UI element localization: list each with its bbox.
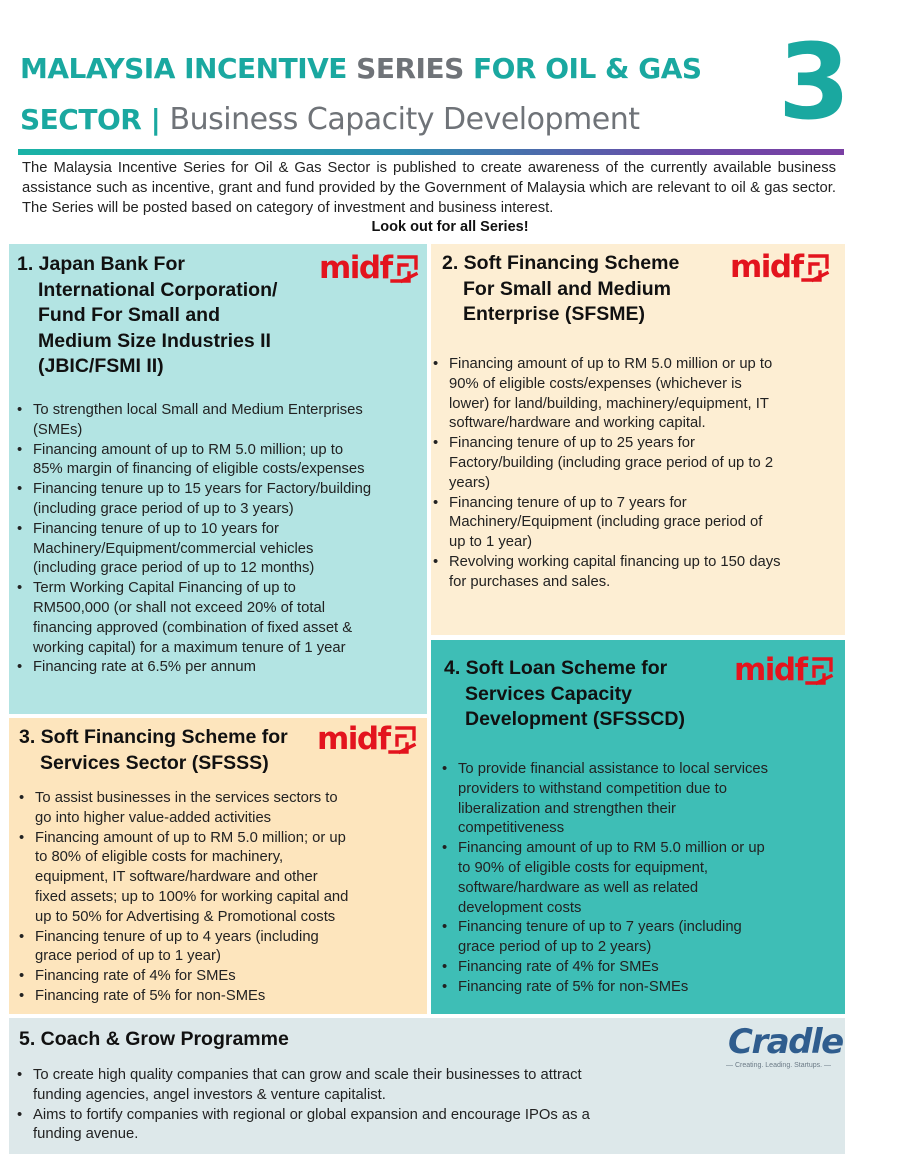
list-item-line: years) [449,474,491,491]
list-item-line: • To strengthen local Small and Medium Enterprises [33,402,363,418]
section-sfsme [431,244,845,635]
section-title-line: Medium Size Industries II [38,329,271,352]
midf-logo [317,723,419,757]
list-item [17,658,425,678]
list-item-line: • Aims to fortify companies with regional or global expansion and encourage IPOs as a [33,1106,590,1123]
list-item-line: grace period of up to 1 year) [35,948,221,965]
section-title-line: 4. Soft Loan Scheme for [444,657,668,679]
cradle-logo-text: Cradle [728,1022,843,1062]
list-item-line: • To provide financial assistance to local services [458,761,769,777]
section-jbic-fsmi [9,244,427,714]
list-item-line: RM500,000 (or shall not exceed 20% of total [33,599,326,616]
list-item-line: • Financing rate of 5% for non-SMEs [458,978,689,995]
list-item-line: • Financing rate of 4% for SMEs [35,968,236,985]
midf-mark-icon [800,253,830,283]
list-item-line: 90% of eligible costs/expenses (whichever is [449,375,742,392]
list-item-line: • Financing tenure of up to 25 years for [449,435,695,452]
midf-logo-text: midf [319,250,392,286]
page-subtitle: Business Capacity Development [169,102,640,137]
list-item-line: • Financing amount of up to RM 5.0 million; or up [35,829,346,846]
title-part-4: SECTOR [20,103,142,136]
list-item-line: • To assist businesses in the services sectors to [35,790,338,806]
midf-mark-icon [389,254,419,284]
list-item-line: (including grace period of up to 12 months) [33,560,315,577]
midf-logo-text: midf [734,652,807,688]
list-item [433,553,841,593]
list-item [433,434,841,493]
list-item [442,918,838,958]
list-item-line: Machinery/Equipment/commercial vehicles [33,540,314,557]
list-item [433,494,841,553]
list-item-line: • Financing rate at 6.5% per annum [33,659,256,676]
list-item-line: equipment, IT software/hardware and other [35,869,318,886]
list-item [19,829,419,928]
midf-mark-icon [804,656,834,686]
list-item [17,579,425,658]
list-item-line: • Term Working Capital Financing of up to [33,580,296,597]
list-item-line: providers to withstand competition due to [458,780,727,797]
list-item-line: lower) for land/building, machinery/equipment, IT [449,395,769,412]
list-item-line: • Financing tenure up to 15 years for Factory/building [33,481,372,498]
list-item [19,967,419,987]
section-title [17,252,277,380]
midf-logo-text: midf [730,249,803,285]
section-title-line: 1. Japan Bank For [17,253,185,275]
section-title [19,1027,289,1053]
list-item-line: liberalization and strengthen their [458,800,676,817]
list-item [17,1106,817,1146]
list-item [17,441,425,481]
section-title-line: International Corporation/ [38,278,278,301]
list-item-line: • Financing rate of 4% for SMEs [458,958,659,975]
section-title-line: Services Capacity [465,682,632,705]
list-item-line: go into higher value-added activities [35,809,272,826]
page-header [0,0,900,160]
bullet-list [433,355,841,593]
section-title-line: Fund For Small and [38,304,221,326]
section-sfsss [9,718,427,1014]
list-item [17,401,425,441]
title-part-2: SERIES [356,52,464,85]
section-title [444,656,685,733]
bullet-list [17,401,425,678]
list-item-line: (including grace period of up to 3 years) [33,500,294,517]
section-title-line: 3. Soft Financing Scheme for [19,726,288,748]
list-item-line: fixed assets; up to 100% for working capital and [35,888,349,905]
section-title-line: Development (SFSSCD) [465,708,685,730]
midf-logo-text: midf [317,721,390,757]
list-item-line: • Financing amount of up to RM 5.0 million; up to [33,441,344,458]
list-item [442,839,838,918]
page-title-line-2 [20,102,639,137]
list-item-line: • Financing amount of up to RM 5.0 million or up to [449,356,773,372]
list-item-line: development costs [458,899,582,916]
midf-logo [319,252,421,286]
list-item-line: 85% margin of financing of eligible costs/expenses [33,461,365,478]
list-item-line: Machinery/Equipment (including grace period of [449,514,763,531]
list-item-line: • Financing tenure of up to 4 years (including [35,928,319,945]
list-item-line: to 90% of eligible costs for equipment, [458,859,709,876]
list-item-line: (SMEs) [33,421,83,438]
section-title-line: 5. Coach & Grow Programme [19,1028,289,1050]
list-item [19,928,419,968]
list-item [17,520,425,579]
list-item-line: • Financing amount of up to RM 5.0 million or up [458,840,765,857]
cradle-tagline: — Creating. Leading. Startups. — [726,1062,832,1069]
list-item-line: to 80% of eligible costs for machinery, [35,849,284,866]
section-title-line: Enterprise (SFSME) [463,303,646,325]
title-part-1: MALAYSIA INCENTIVE [20,52,347,85]
bullet-list [442,760,838,998]
list-item [442,958,838,978]
intro-call-to-action: Look out for all Series! [371,219,529,235]
list-item-line: up to 1 year) [449,534,533,551]
list-item-line: funding avenue. [33,1126,139,1143]
list-item-line: • To create high quality companies that can grow and scale their businesses to attract [33,1067,582,1083]
list-item-line: • Financing tenure of up to 10 years for [33,520,279,537]
list-item-line: • Revolving working capital financing up to 150 days [449,553,781,570]
list-item [17,1066,817,1106]
section-title-line: Services Sector (SFSSS) [40,751,269,774]
midf-logo [734,654,836,688]
list-item-line: financing approved (combination of fixed asset & [33,619,353,636]
section-title-line: 2. Soft Financing Scheme [442,252,680,274]
title-part-3: FOR OIL & GAS [473,52,702,85]
list-item [19,987,419,1007]
section-title-line: For Small and Medium [463,277,672,300]
section-title [19,725,288,776]
list-item [17,480,425,520]
list-item-line: competitiveness [458,820,565,837]
list-item [19,789,419,829]
intro-paragraph: The Malaysia Incentive Series for Oil & Gas Sector is published to create awareness of the currently available business assistance such as incentive, grant and fund provided by the Government of Malaysia which are relevant to oil & gas sector. The Series will be posted based on category of investment and business interest. [22,160,836,216]
list-item-line: grace period of up to 2 years) [458,939,652,956]
list-item-line: software/hardware and working capital. [449,415,706,432]
list-item-line: • Financing tenure of up to 7 years (including [458,919,742,936]
list-item-line: • Financing tenure of up to 7 years for [449,494,687,511]
section-title [442,251,679,328]
bullet-list [17,1066,817,1145]
list-item-line: Factory/building (including grace period of up to 2 [449,454,774,471]
list-item [442,760,838,839]
list-item-line: funding agencies, angel investors & venture capitalist. [33,1086,386,1103]
section-title-line: (JBIC/FSMI II) [38,355,164,377]
series-number: 3 [778,21,851,143]
midf-mark-icon [387,725,417,755]
list-item [433,355,841,434]
section-sfsscd [431,640,845,1014]
list-item-line: up to 50% for Advertising & Promotional costs [35,908,336,925]
list-item [442,978,838,998]
title-separator: | [150,103,161,136]
page-title-line-1 [20,52,702,85]
list-item-line: • Financing rate of 5% for non-SMEs [35,987,266,1004]
list-item-line: software/hardware as well as related [458,879,699,896]
cradle-logo [720,1022,843,1072]
list-item-line: for purchases and sales. [449,573,611,590]
midf-logo [730,251,832,285]
list-item-line: working capital) for a maximum tenure of 1 year [33,639,346,656]
bullet-list [19,789,419,1007]
header-divider [18,149,844,155]
